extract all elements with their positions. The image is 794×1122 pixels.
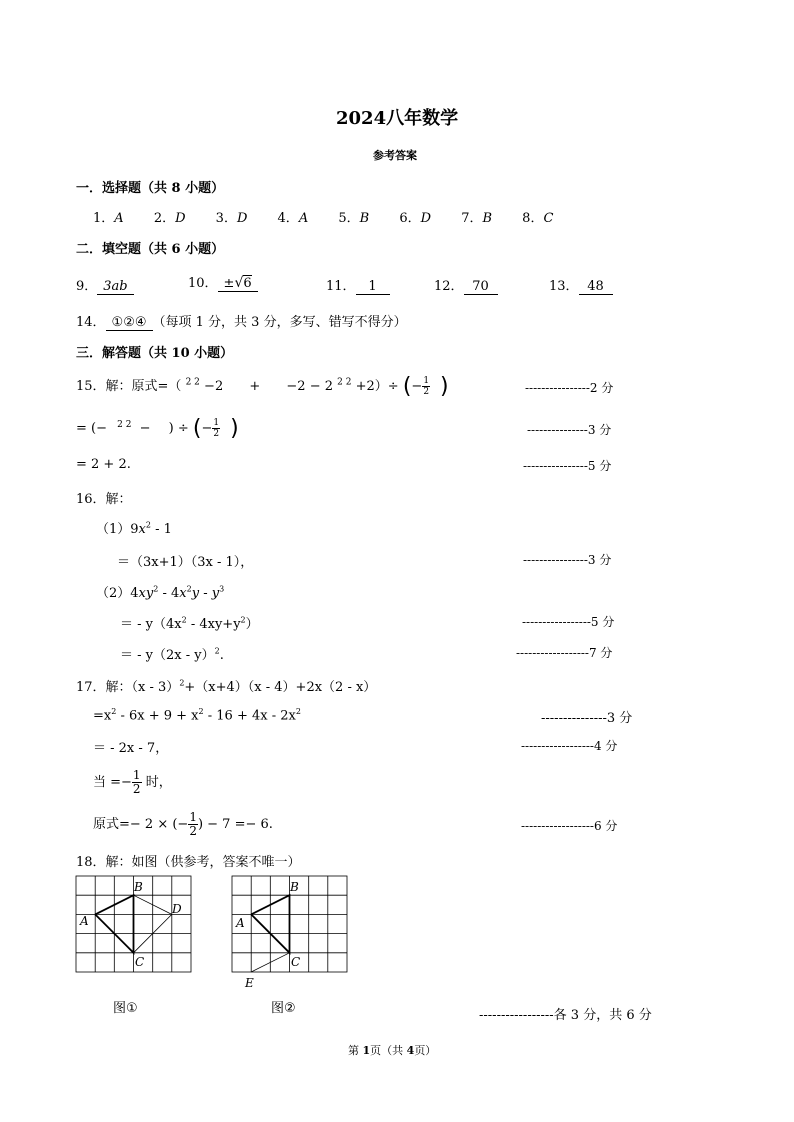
fill-answer-13: 13． 48	[549, 275, 613, 295]
point-label: E	[245, 976, 254, 990]
q17-score-1: ---------------3 分	[541, 711, 633, 726]
mc-answer: 6．D	[399, 211, 432, 226]
mc-answer: 4．A	[277, 211, 309, 226]
fill-answer-11: 11． 1	[326, 275, 390, 295]
q15-line-2: = (− $^{2 2}$ − ) ÷ (− $\frac{1}{2}$ )	[76, 416, 239, 441]
q17-line-4: 当 =− $\frac{1}{2}$ 时，	[93, 768, 172, 796]
section-1-title: 一．选择题（共 8 小题）	[76, 181, 225, 196]
q16-title: 16．解：	[76, 492, 132, 507]
point-label: B	[134, 880, 143, 894]
q16-part2-step: ＝ - $y(4x^2 - 4xy+y^2)$	[120, 615, 259, 632]
page-title: 2024八年数学	[336, 108, 459, 129]
point-label: C	[291, 955, 301, 969]
q17-score-3: ------------------6 分	[521, 819, 618, 833]
page-subtitle: 参考答案	[373, 149, 417, 162]
q17-line-2: $=x^2 - 6x + 9 + x^2 - 16 + 4x - 2x^2$	[93, 707, 301, 724]
q15-score-2: ---------------3 分	[527, 423, 612, 437]
mc-answer: 1．A	[93, 211, 124, 226]
q16-part2: $(2)4xy^2 - 4x^2y - y^3$	[96, 584, 225, 601]
grid-figure-1	[70, 872, 200, 978]
point-label: D	[172, 902, 182, 916]
page-footer: 第 1页（共 4页）	[348, 1044, 437, 1057]
figure-1-label: 图①	[113, 1001, 138, 1016]
q16-score-3: ------------------7 分	[516, 646, 613, 660]
point-label: A	[80, 914, 89, 928]
mc-answer: 8．C	[522, 211, 554, 226]
q16-score-1: ----------------3 分	[523, 553, 612, 567]
point-label: B	[290, 880, 299, 894]
fill-answer-12: 12． 70	[434, 275, 498, 295]
grid-figure-2	[226, 872, 356, 992]
q17-line-3: ＝ - 2x - 7，	[93, 741, 169, 756]
q15-line-1: 15．解：原式=（ $^{2 2}$ −2 + −2 − 2 $^{2 2}$ +2）÷ (− $\frac{1}{2}$ )	[76, 374, 449, 399]
q16-part2-result: ＝ - y（2x - y）$^2$.	[120, 646, 224, 663]
point-label: C	[135, 955, 145, 969]
fill-answer-14: 14． ①②④ （每项 1 分，共 3 分，多写、错写不得分）	[76, 315, 407, 330]
q17-score-2: ------------------4 分	[521, 739, 618, 753]
q15-score-3: ----------------5 分	[523, 459, 612, 473]
mc-answers	[93, 207, 553, 226]
figure-2-label: 图②	[271, 1001, 296, 1016]
q17-line-5: 原式=− 2 × (− $\frac{1}{2}$ ) − 7 =− 6.	[93, 810, 273, 838]
section-2-title: 二．填空题（共 6 小题）	[76, 242, 225, 257]
q16-part1: $(1)9x^2 - 1$	[96, 520, 172, 537]
mc-answer: 7．B	[461, 211, 493, 226]
mc-answer: 3．D	[215, 211, 248, 226]
fill-answer-9: 9． 3ab	[76, 275, 134, 295]
q15-line-3: = 2 + 2.	[76, 457, 131, 472]
section-3-title: 三．解答题（共 10 小题）	[76, 346, 234, 361]
q16-part1-result: ＝（3x+1）（3x - 1），	[117, 555, 254, 570]
q18-title: 18．解：如图（供参考，答案不唯一）	[76, 855, 301, 870]
q18-score: -----------------各 3 分，共 6 分	[479, 1008, 652, 1023]
q15-score-1: ----------------2 分	[525, 381, 614, 395]
q16-score-2: -----------------5 分	[522, 615, 615, 629]
point-label: A	[236, 916, 245, 930]
fill-answer-10: 10． ±√6	[188, 272, 258, 292]
mc-answer: 5．B	[338, 211, 370, 226]
mc-answer: 2．D	[153, 211, 186, 226]
q17-line-1: 17．解：（x - 3）$^2$+（x+4）（x - 4）+2x（2 - x）	[76, 678, 377, 695]
